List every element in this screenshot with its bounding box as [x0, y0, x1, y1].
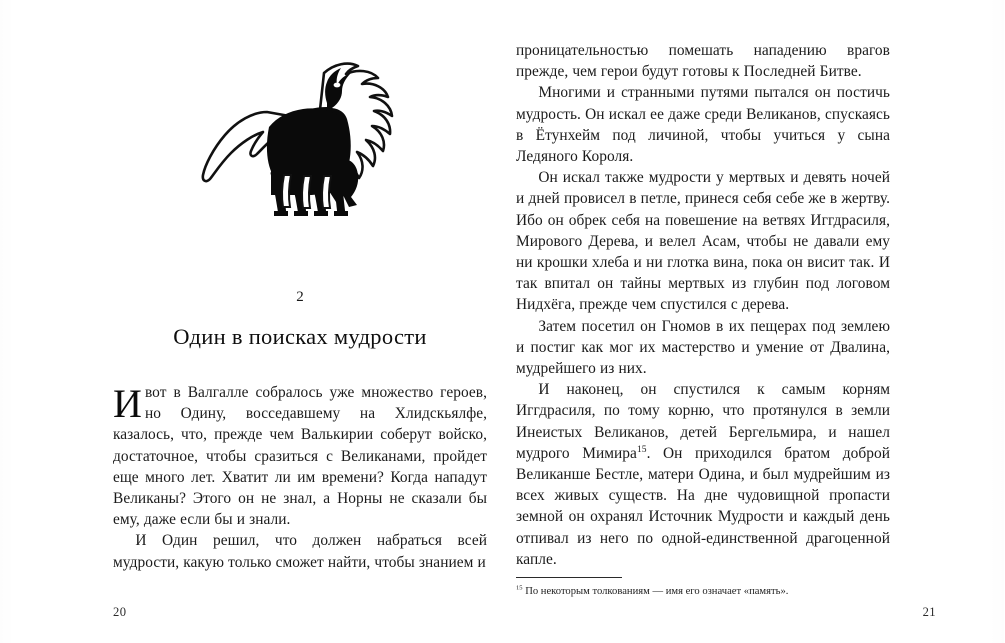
paragraph: Он искал также мудрости у мертвых и девять ночей и дней провисел в петле, принеся себя себе же в жертву. Ибо он обрек себя на повешение на ветвях Иггдрасиля, Мирового Дерева, и велел Асам, чтобы не давали ему ни крошки хлеба и ни глотка вина, пока он висит так. И так впитал он тайны мертвых из глубин под логовом Нидхёга, прежде чем спустился с дерева. [516, 169, 890, 314]
opening-paragraph [113, 382, 487, 530]
opening-paragraph-text: вот в Валгалле собралось уже множество героев, но Одину, восседавшему на Хлидскьялфе, казалось, что, прежде чем Валькирии соберут войско, достаточное, чтобы сразиться с Великанами, пройдет еще много лет. Хватит ли им времени? Когда нападут Великаны? Этого он не знал, а Норны не сказали бы ему, даже если бы и знали. [113, 384, 487, 529]
right-page [502, 0, 1004, 643]
paragraph-with-footnote-reference [516, 379, 890, 570]
paragraph: Многими и странными путями пытался он постичь мудрость. Он искал ее даже среди Великанов, спускаясь в Ётунхейм под личиной, чтобы учиться у сына Ледяного Короля. [516, 84, 890, 166]
chapter-title: Один в поисках мудрости [173, 324, 427, 349]
right-page-body [516, 40, 890, 570]
chapter-heading [113, 288, 487, 365]
footnote-reference-marker[interactable]: 15 [636, 443, 647, 455]
paragraph-text-after-marker: . Он приходился братом доброй Великанше Бестле, матери Одина, и был мудрейшим из всех живых существ. На дне чудовищной пропасти земной он охранял Источник Мудрости и каждый день отпивал из него по одной-единственной драгоценной капле. [516, 444, 890, 568]
footnote-text: По некоторым толкованиям — имя его означает «память». [522, 586, 789, 597]
paragraph: Затем посетил он Гномов в их пещерах под землею и постиг как мог их мастерство и умение от Двалина, мудрейшего из них. [516, 317, 890, 378]
drop-cap: И [113, 381, 142, 426]
page-number-left: 20 [113, 605, 127, 619]
footnote-separator-rule [516, 577, 622, 578]
footnote-marker: 15 [516, 584, 523, 592]
paragraph: И Один решил, что должен набраться всей мудрости, какую только сможет найти, чтобы знанием и [113, 532, 487, 571]
left-page-textblock [113, 40, 487, 571]
paragraph-text-before-marker: И наконец, он спустился к самым корням Иггдрасиля, по тому корню, что протянулся в земли Инеистых Великанов, детей Бергельмира, и нашел мудрого Мимира [516, 381, 890, 462]
paragraph: проницательностью помешать нападению врагов прежде, чем герои будут готовы к Последней Битве. [516, 42, 890, 81]
right-page-textblock [516, 40, 890, 597]
chapter-number: 2 [296, 289, 304, 305]
page-number-right: 21 [922, 605, 936, 619]
left-page [0, 0, 502, 643]
sleipnir-horse-icon [203, 64, 392, 216]
footnote-area [516, 577, 890, 599]
sleipnir-horse-illustration [113, 40, 487, 225]
footnote [516, 585, 890, 599]
opening-paragraph-group [113, 382, 487, 573]
